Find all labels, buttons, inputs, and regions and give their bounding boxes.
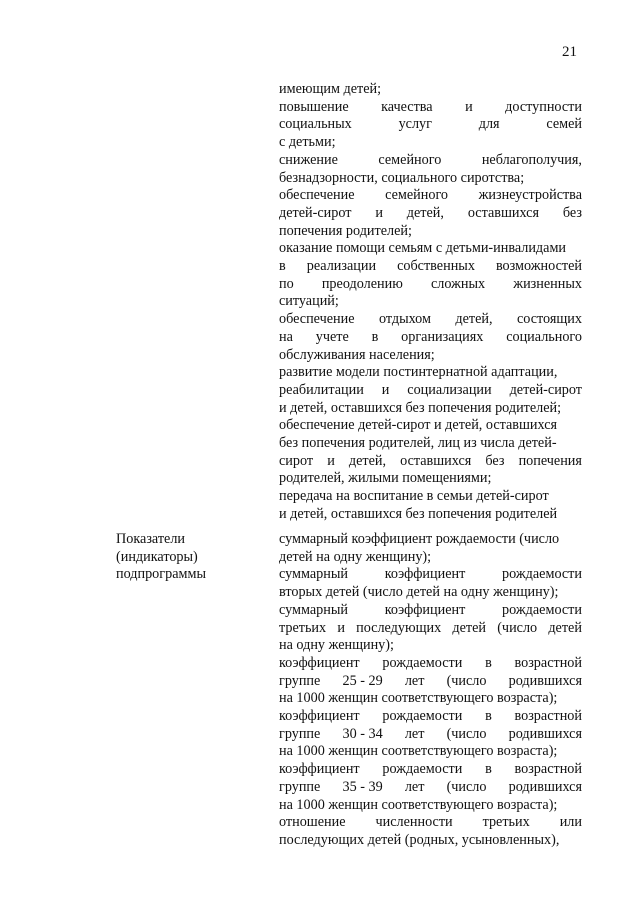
text-word: попечения (518, 452, 582, 469)
goals-text-line (279, 187, 582, 205)
text-word: семейного (385, 187, 449, 204)
goals-text-line (279, 258, 582, 276)
text-word: и (381, 381, 390, 398)
text-word: на 1000 женщин соответствующего возраста); (279, 743, 558, 760)
subprogram-indicators-text (279, 531, 582, 850)
text-word: отношение (279, 814, 346, 831)
text-word: семейного (378, 151, 442, 168)
text-word: и (337, 619, 345, 636)
text-word: обеспечение детей-сирот и детей, оставшихся (279, 417, 558, 434)
indicators-text-line (279, 602, 582, 620)
text-word: детей (548, 619, 582, 636)
goals-text-line (279, 276, 582, 294)
text-word: вторых детей (число детей на одну женщину); (279, 584, 559, 601)
indicators-text-line (279, 690, 582, 708)
text-word: организациях (401, 328, 484, 345)
indicators-text-line (279, 673, 582, 691)
text-word: оставшихся (467, 204, 539, 221)
text-word: по (279, 275, 294, 292)
text-word: социальных (279, 116, 352, 133)
text-word: для (478, 116, 500, 133)
text-word: в (371, 328, 379, 345)
text-word: (число (446, 778, 487, 795)
text-word: коэффициент (384, 566, 466, 583)
text-word: суммарный коэффициент рождаемости (число (279, 531, 560, 547)
text-word: лет (404, 672, 425, 689)
goals-text-line (279, 116, 582, 134)
text-word: численности (375, 814, 453, 831)
indicators-text-line (279, 832, 582, 850)
indicators-text-line (279, 549, 582, 567)
text-word: рождаемости (382, 708, 463, 725)
text-word: реабилитации (279, 381, 364, 398)
text-word: третьих (482, 814, 530, 831)
goals-text-line (279, 205, 582, 223)
text-word: последующих детей (родных, усыновленных), (279, 831, 560, 848)
text-word: состоящих (516, 311, 582, 328)
text-word: собственных (397, 258, 475, 275)
text-word: семей (546, 116, 582, 133)
text-word: обслуживания населения; (279, 346, 435, 363)
indicators-text-line (279, 637, 582, 655)
text-word: родившихся (508, 778, 582, 795)
text-word: коэффициент (279, 761, 360, 778)
text-word: рождаемости (502, 566, 582, 583)
indicators-text-line (279, 708, 582, 726)
indicators-text-line (279, 655, 582, 673)
text-word: отдыхом (378, 311, 431, 328)
text-word: детей (452, 619, 486, 636)
indicators-text-line (279, 743, 582, 761)
text-word: суммарный (279, 566, 348, 583)
text-word: попечения родителей; (279, 222, 412, 239)
text-word: в (485, 761, 492, 778)
text-word: третьих (279, 619, 327, 636)
text-word: детей, (406, 204, 444, 221)
text-word: оказание помощи семьям с детьми-инвалидами (279, 240, 567, 257)
goals-text-line (279, 152, 582, 170)
goals-text-line (279, 223, 582, 241)
goals-text-line (279, 240, 582, 258)
text-word: коэффициент (384, 601, 466, 618)
text-word: повышение (279, 98, 349, 115)
section-label-indicators (116, 531, 256, 584)
text-word: или (559, 814, 582, 831)
subprogram-goals-text (279, 81, 582, 524)
text-word: сложных (430, 275, 486, 292)
indicators-text-line (279, 779, 582, 797)
text-word: жизнеустройства (478, 187, 582, 204)
text-word: в (485, 654, 492, 671)
text-word: качества (381, 98, 433, 115)
text-word: снижение (279, 151, 338, 168)
goals-text-line (279, 293, 582, 311)
indicators-text-line (279, 814, 582, 832)
goals-text-line (279, 382, 582, 400)
indicators-text-line (279, 761, 582, 779)
text-word: в (485, 708, 492, 725)
text-word: лет (404, 725, 425, 742)
text-word: обеспечение (279, 311, 355, 328)
text-word: (число (497, 619, 538, 636)
text-word: имеющим детей; (279, 81, 382, 97)
text-word: коэффициент (279, 708, 360, 725)
text-word: детей, (455, 311, 493, 328)
page-number: 21 (562, 44, 577, 60)
goals-text-line (279, 417, 582, 435)
text-word: 35 - 39 (342, 778, 383, 795)
text-word: рождаемости (382, 761, 463, 778)
text-word: передача на воспитание в семьи детей-сирот (279, 488, 549, 505)
text-word: родившихся (508, 725, 582, 742)
indicators-text-line (279, 584, 582, 602)
section-label-line: подпрограммы (116, 566, 206, 583)
text-word: жизненных (513, 275, 582, 292)
goals-text-line (279, 134, 582, 152)
goals-text-line (279, 453, 582, 471)
text-word: на одну женщину); (279, 637, 394, 654)
text-word: и (375, 204, 383, 221)
text-word: возрастной (514, 708, 582, 725)
text-word: обеспечение (279, 187, 355, 204)
text-word: в (279, 258, 286, 275)
text-word: рождаемости (502, 601, 582, 618)
text-word: оставшихся (400, 452, 472, 469)
text-word: услуг (398, 116, 432, 133)
goals-text-line (279, 329, 582, 347)
indicators-text-line (279, 566, 582, 584)
text-word: доступности (505, 98, 582, 115)
text-word: лет (404, 778, 425, 795)
text-word: развитие модели постинтернатной адаптации, (279, 364, 558, 381)
goals-text-line (279, 81, 582, 99)
goals-text-line (279, 470, 582, 488)
section-label-line: Показатели (116, 531, 186, 547)
text-word: безнадзорности, социального сиротства; (279, 169, 525, 186)
text-word: детей-сирот (509, 381, 582, 398)
goals-text-line (279, 99, 582, 117)
goals-text-line (279, 311, 582, 329)
goals-text-line (279, 400, 582, 418)
text-word: с детьми; (279, 134, 336, 151)
text-word: реализации (306, 258, 377, 275)
text-word: детей, (348, 452, 387, 469)
text-word: и (465, 98, 473, 115)
text-word: суммарный (279, 601, 348, 618)
text-word: сирот (279, 452, 314, 469)
goals-text-line (279, 347, 582, 365)
text-word: преодолению (321, 275, 403, 292)
goals-text-line (279, 435, 582, 453)
text-word: родившихся (508, 672, 582, 689)
text-word: 25 - 29 (342, 672, 383, 689)
text-word: на (279, 328, 293, 345)
text-word: без (485, 452, 505, 469)
text-word: неблагополучия, (481, 151, 582, 168)
indicators-text-line (279, 531, 582, 549)
goals-text-line (279, 488, 582, 506)
indicators-text-line (279, 620, 582, 638)
indicators-text-line (279, 726, 582, 744)
text-word: возможностей (495, 258, 582, 275)
text-word: социализации (407, 381, 492, 398)
text-word: социального (506, 328, 582, 345)
indicators-text-line (279, 797, 582, 815)
text-word: ситуаций; (279, 293, 339, 310)
text-word: и детей, оставшихся без попечения родителей (279, 505, 558, 522)
text-word: группе (279, 725, 321, 742)
text-word: (число (446, 672, 487, 689)
text-word: без попечения родителей, лиц из числа детей- (279, 435, 557, 452)
text-word: на 1000 женщин соответствующего возраста); (279, 690, 558, 707)
text-word: 30 - 34 (342, 725, 383, 742)
text-word: последующих (356, 619, 442, 636)
text-word: коэффициент (279, 654, 360, 671)
text-word: на 1000 женщин соответствующего возраста); (279, 796, 558, 813)
text-word: рождаемости (382, 654, 463, 671)
text-word: учете (315, 328, 349, 345)
section-label-line: (индикаторы) (116, 548, 198, 565)
goals-text-line (279, 506, 582, 524)
text-word: детей-сирот (279, 204, 352, 221)
text-word: возрастной (514, 761, 582, 778)
text-word: детей на одну женщину); (279, 548, 432, 565)
text-word: группе (279, 778, 321, 795)
text-word: возрастной (514, 654, 582, 671)
text-word: и (327, 452, 335, 469)
goals-text-line (279, 170, 582, 188)
text-word: группе (279, 672, 321, 689)
text-word: (число (446, 725, 487, 742)
text-word: родителей, жилыми помещениями; (279, 470, 492, 487)
text-word: и детей, оставшихся без попечения родителей; (279, 399, 562, 416)
goals-text-line (279, 364, 582, 382)
text-word: без (562, 204, 582, 221)
